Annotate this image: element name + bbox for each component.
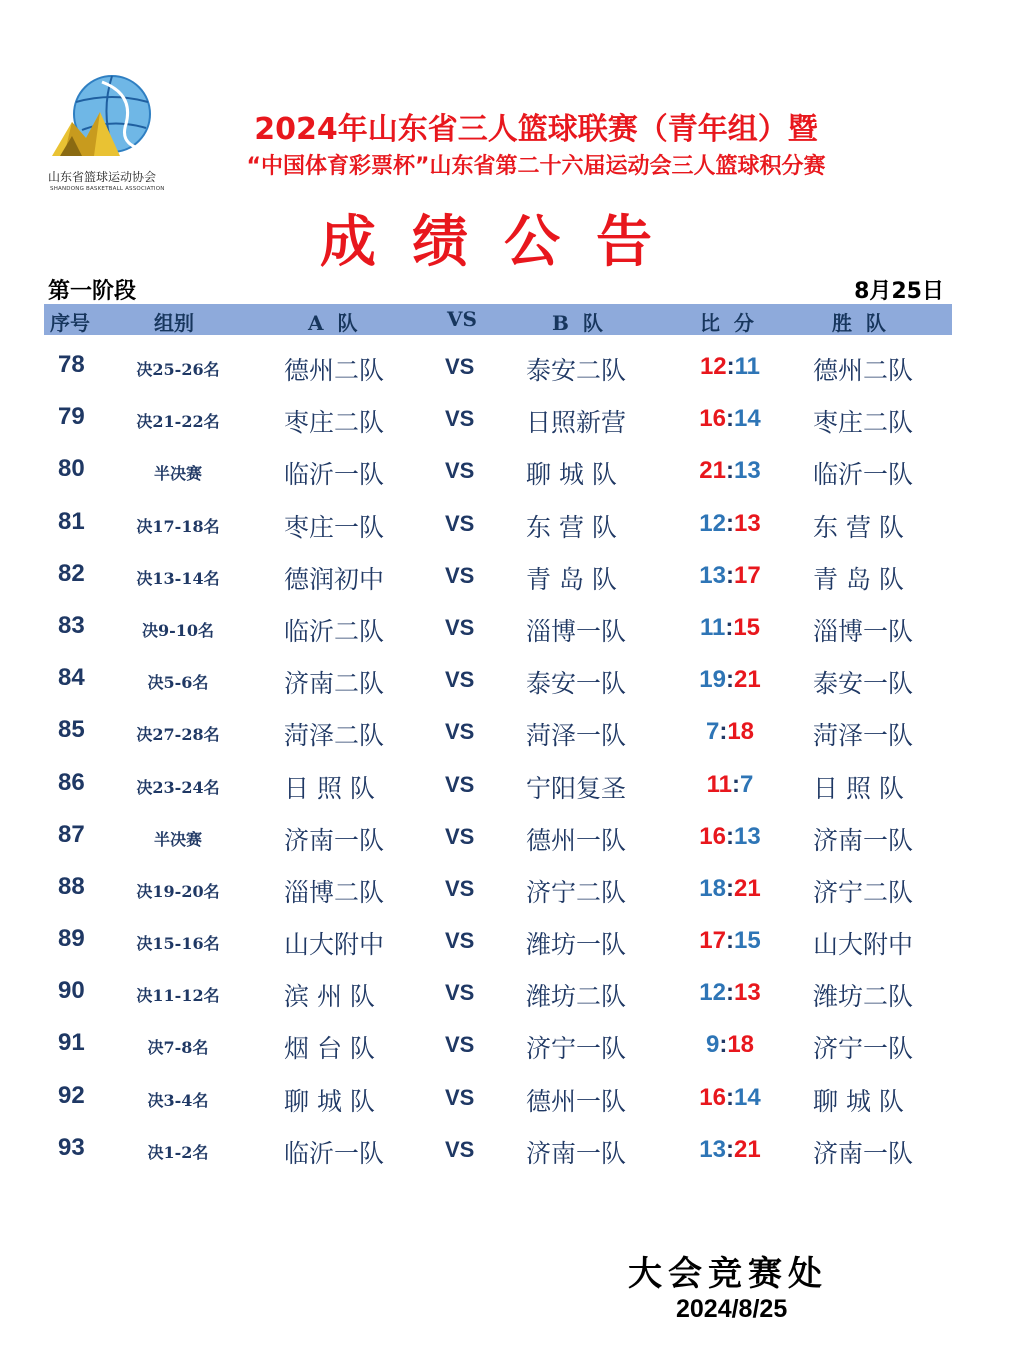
table-row xyxy=(0,917,1014,969)
score xyxy=(660,457,800,485)
header-vs: VS xyxy=(447,307,477,331)
score xyxy=(660,823,800,851)
table-row xyxy=(0,656,1014,708)
header-winner: 胜 队 xyxy=(832,311,886,335)
table-row xyxy=(0,1126,1014,1178)
match-group: 决27-28名 xyxy=(136,725,220,745)
winner: 临沂一队 xyxy=(813,460,914,490)
winner: 菏泽一队 xyxy=(813,721,914,751)
team-a: 聊 城 队 xyxy=(284,1086,375,1116)
score-b: 7 xyxy=(740,770,754,798)
winner: 济南一队 xyxy=(813,1138,914,1168)
winner: 淄博一队 xyxy=(813,616,914,646)
score-separator: : xyxy=(726,561,734,589)
winner: 济宁二队 xyxy=(813,877,914,907)
event-title: 2024年山东省三人篮球联赛（青年组）暨 xyxy=(254,112,818,147)
table-row xyxy=(0,865,1014,917)
results-table xyxy=(0,343,1014,1178)
table-row xyxy=(0,343,1014,395)
team-b: 青 岛 队 xyxy=(526,564,617,594)
winner: 枣庄二队 xyxy=(813,408,914,438)
score-a: 12 xyxy=(699,509,726,537)
team-a: 淄博二队 xyxy=(284,877,385,907)
team-b: 菏泽一队 xyxy=(526,721,627,751)
score xyxy=(660,562,800,590)
match-number: 93 xyxy=(58,1133,85,1161)
header-no: 序号 xyxy=(50,311,90,335)
score-b: 21 xyxy=(734,1135,761,1163)
team-a: 济南二队 xyxy=(284,669,385,699)
score-b: 21 xyxy=(734,874,761,902)
vs-label: VS xyxy=(445,354,475,379)
score xyxy=(660,353,800,381)
score-a: 16 xyxy=(699,1083,726,1111)
winner: 济宁一队 xyxy=(813,1034,914,1064)
match-group: 半决赛 xyxy=(153,464,202,484)
table-row xyxy=(0,447,1014,499)
winner: 山大附中 xyxy=(813,930,914,960)
score-separator: : xyxy=(726,666,734,694)
winner: 东 营 队 xyxy=(813,512,904,542)
score-separator: : xyxy=(726,874,734,902)
score-separator: : xyxy=(726,353,735,380)
winner: 德州二队 xyxy=(813,356,914,385)
score-b: 13 xyxy=(734,509,761,537)
table-row xyxy=(0,1021,1014,1073)
score xyxy=(660,614,800,642)
score xyxy=(660,875,800,903)
match-number: 83 xyxy=(58,611,85,639)
team-b: 潍坊二队 xyxy=(526,982,627,1012)
team-a: 滨 州 队 xyxy=(284,982,375,1012)
match-group: 决9-10名 xyxy=(141,620,215,640)
table-row xyxy=(0,500,1014,552)
score-separator: : xyxy=(719,1031,728,1059)
match-number: 82 xyxy=(58,559,85,587)
score-a: 11 xyxy=(706,770,732,798)
table-row xyxy=(0,604,1014,656)
winner: 济南一队 xyxy=(813,825,914,855)
vs-label: VS xyxy=(445,875,475,901)
score-a: 9 xyxy=(705,1031,720,1059)
match-date: 8月25日 xyxy=(854,279,944,304)
winner: 泰安一队 xyxy=(813,669,914,699)
score xyxy=(660,1031,800,1059)
score-a: 17 xyxy=(699,927,726,955)
vs-label: VS xyxy=(445,1136,475,1162)
table-row xyxy=(0,813,1014,865)
score-b: 21 xyxy=(734,666,761,694)
match-group: 决15-16名 xyxy=(136,934,220,954)
match-number: 90 xyxy=(58,977,85,1005)
team-b: 济南一队 xyxy=(526,1138,627,1168)
score xyxy=(660,1084,800,1112)
score-b: 14 xyxy=(734,405,761,433)
team-b: 宁阳复圣 xyxy=(526,773,627,803)
table-row xyxy=(0,708,1014,760)
score-b: 14 xyxy=(734,1083,761,1111)
team-b: 济宁一队 xyxy=(526,1034,627,1064)
table-row xyxy=(0,761,1014,813)
vs-label: VS xyxy=(445,980,475,1006)
score-b: 15 xyxy=(734,927,761,955)
team-a: 枣庄二队 xyxy=(284,408,385,438)
score-b: 18 xyxy=(727,718,755,746)
team-a: 德州二队 xyxy=(284,356,385,385)
match-number: 85 xyxy=(58,716,85,744)
match-group: 半决赛 xyxy=(153,829,202,849)
team-b: 济宁二队 xyxy=(526,877,627,907)
match-group: 决7-8名 xyxy=(147,1038,209,1058)
score-a: 12 xyxy=(699,979,726,1007)
organizer-signature: 大会竞赛处 xyxy=(628,1254,828,1294)
score-separator: : xyxy=(719,718,728,746)
event-subtitle: “中国体育彩票杯”山东省第二十六届运动会三人篮球积分赛 xyxy=(246,154,826,179)
vs-label: VS xyxy=(445,406,475,432)
score-a: 19 xyxy=(699,666,726,694)
score-separator: : xyxy=(726,927,734,955)
vs-label: VS xyxy=(445,1032,475,1058)
score xyxy=(660,666,800,694)
match-number: 86 xyxy=(58,768,85,796)
table-row xyxy=(0,1074,1014,1126)
winner: 潍坊二队 xyxy=(813,982,914,1012)
logo-chinese-text: 山东省篮球运动协会 xyxy=(48,170,157,184)
match-number: 78 xyxy=(58,351,85,378)
vs-label: VS xyxy=(445,771,475,797)
score-b: 17 xyxy=(734,561,761,589)
match-group: 决3-4名 xyxy=(147,1090,209,1110)
header-team-a: A 队 xyxy=(308,311,358,335)
winner: 青 岛 队 xyxy=(813,564,904,594)
table-header xyxy=(44,304,952,335)
match-number: 80 xyxy=(58,455,85,483)
score xyxy=(660,510,800,538)
team-a: 临沂二队 xyxy=(284,616,385,646)
match-number: 79 xyxy=(58,403,85,431)
match-number: 89 xyxy=(58,925,85,953)
team-a: 枣庄一队 xyxy=(284,512,385,542)
header-group: 组别 xyxy=(154,311,194,335)
score-b: 11 xyxy=(734,353,761,380)
stage-label: 第一阶段 xyxy=(48,279,137,304)
notice-title: 成绩公告 xyxy=(320,209,688,275)
vs-label: VS xyxy=(445,823,475,849)
score-separator: : xyxy=(726,457,734,485)
team-b: 泰安二队 xyxy=(526,356,627,385)
vs-label: VS xyxy=(445,1084,475,1110)
team-b: 聊 城 队 xyxy=(526,460,617,490)
match-group: 决1-2名 xyxy=(147,1142,209,1162)
table-row xyxy=(0,395,1014,447)
score-a: 7 xyxy=(705,718,720,746)
winner: 日 照 队 xyxy=(813,773,904,803)
score-b: 13 xyxy=(734,822,761,850)
match-number: 92 xyxy=(58,1081,85,1109)
vs-label: VS xyxy=(445,562,475,588)
table-row xyxy=(0,552,1014,604)
team-b: 德州一队 xyxy=(526,825,627,855)
match-group: 决25-26名 xyxy=(136,360,220,379)
score-a: 12 xyxy=(699,353,727,380)
match-group: 决19-20名 xyxy=(136,881,220,901)
vs-label: VS xyxy=(445,614,475,640)
match-group: 决13-14名 xyxy=(136,568,220,588)
score-a: 16 xyxy=(699,405,726,433)
team-b: 德州一队 xyxy=(526,1086,627,1116)
score-a: 16 xyxy=(699,822,726,850)
team-b: 淄博一队 xyxy=(526,616,627,646)
match-number: 84 xyxy=(58,664,85,692)
score-b: 18 xyxy=(727,1031,755,1059)
team-a: 菏泽二队 xyxy=(284,721,385,751)
winner: 聊 城 队 xyxy=(813,1086,904,1116)
score-a: 21 xyxy=(699,457,726,485)
team-a: 临沂一队 xyxy=(284,1138,385,1168)
header-score: 比 分 xyxy=(700,311,754,335)
team-b: 潍坊一队 xyxy=(526,930,627,960)
match-group: 决21-22名 xyxy=(136,412,220,432)
team-a: 德润初中 xyxy=(284,564,385,594)
team-b: 泰安一队 xyxy=(526,669,627,699)
score xyxy=(660,927,800,955)
score-separator: : xyxy=(726,822,734,850)
team-b: 东 营 队 xyxy=(526,512,617,542)
vs-label: VS xyxy=(445,458,475,484)
score xyxy=(660,771,800,799)
issue-date: 2024/8/25 xyxy=(676,1295,788,1323)
team-a: 济南一队 xyxy=(284,825,385,855)
vs-label: VS xyxy=(445,928,475,954)
score-a: 11 xyxy=(699,613,726,641)
score xyxy=(660,718,800,746)
score-separator: : xyxy=(726,1135,734,1163)
score-b: 13 xyxy=(734,979,761,1007)
vs-label: VS xyxy=(445,510,475,536)
table-row xyxy=(0,969,1014,1021)
vs-label: VS xyxy=(445,667,475,693)
score-a: 18 xyxy=(699,874,726,902)
header-team-b: B 队 xyxy=(552,311,603,335)
match-group: 决23-24名 xyxy=(136,777,220,797)
score-separator: : xyxy=(726,1083,734,1111)
vs-label: VS xyxy=(445,719,475,745)
score-b: 15 xyxy=(733,613,761,641)
score-separator: : xyxy=(726,405,734,433)
team-a: 日 照 队 xyxy=(284,773,375,803)
logo-english-text: SHANDONG BASKETBALL ASSOCIATION xyxy=(50,186,165,192)
score-separator: : xyxy=(726,509,734,537)
team-b: 日照新营 xyxy=(526,408,627,438)
score-b: 13 xyxy=(734,457,761,485)
match-group: 决5-6名 xyxy=(147,673,209,693)
match-number: 87 xyxy=(58,820,85,848)
team-a: 山大附中 xyxy=(284,930,385,960)
team-a: 烟 台 队 xyxy=(284,1034,375,1064)
match-group: 决11-12名 xyxy=(136,986,220,1006)
score xyxy=(660,1136,800,1164)
score-a: 13 xyxy=(699,1135,726,1163)
score-separator: : xyxy=(726,979,734,1007)
team-a: 临沂一队 xyxy=(284,460,385,490)
match-number: 81 xyxy=(58,507,85,535)
match-group: 决17-18名 xyxy=(136,516,220,536)
score xyxy=(660,405,800,433)
score xyxy=(660,979,800,1007)
match-number: 91 xyxy=(58,1029,85,1057)
score-a: 13 xyxy=(699,561,726,589)
score-separator: : xyxy=(725,613,734,641)
match-number: 88 xyxy=(58,872,85,900)
score-separator: : xyxy=(732,770,740,798)
